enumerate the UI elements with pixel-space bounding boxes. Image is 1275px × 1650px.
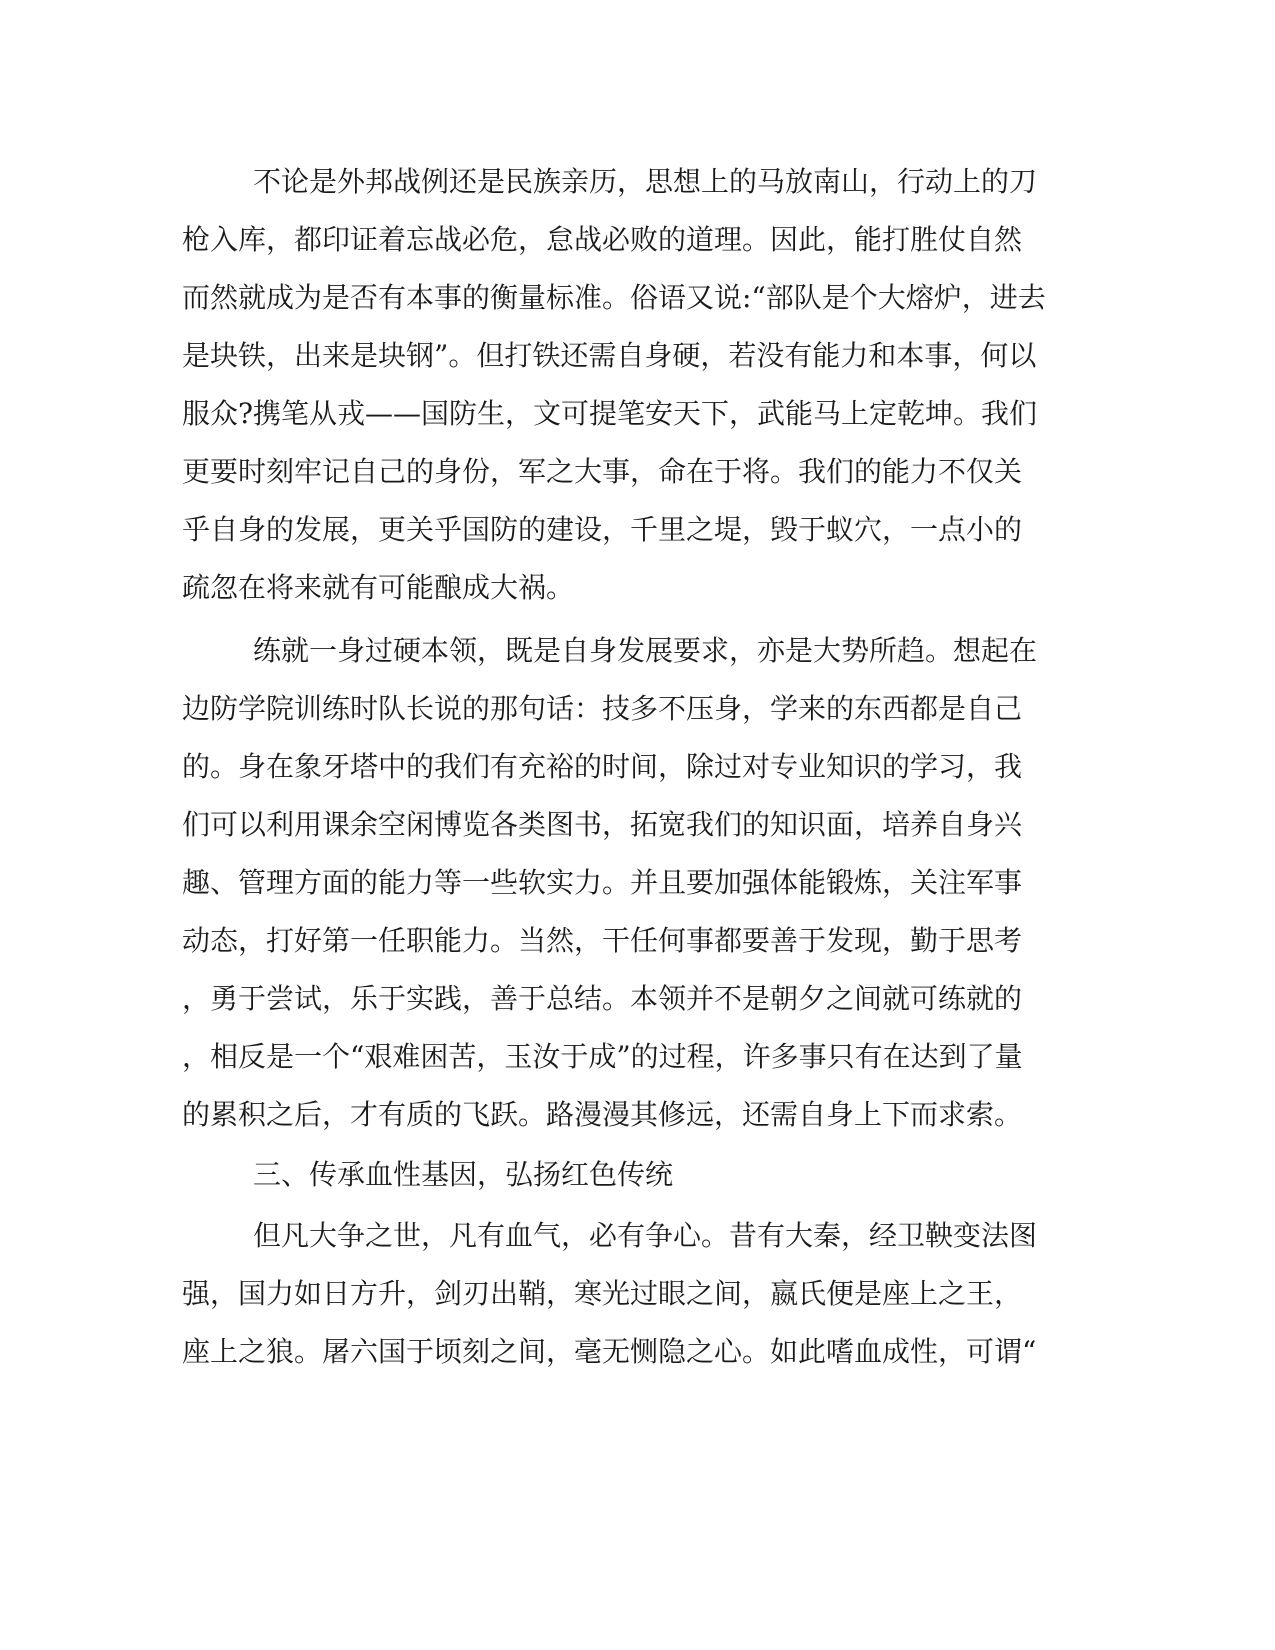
paragraph-1-line-7: 乎自身的发展，更关乎国防的建设，千里之堤，毁于蚁穴，一点小的 — [182, 513, 1023, 546]
paragraph-1-line-4: 是块铁，出来是块钢”。但打铁还需自身硬，若没有能力和本事，何以 — [182, 339, 1037, 372]
paragraph-1-line-2: 枪入库，都印证着忘战必危，怠战必败的道理。因此，能打胜仗自然 — [182, 223, 1023, 256]
paragraph-3-line-1: 但凡大争之世，凡有血气，必有争心。昔有大秦，经卫鞅变法图 — [253, 1219, 1038, 1252]
paragraph-2-line-9: 的累积之后，才有质的飞跃。路漫漫其修远，还需自身上下而求索。 — [182, 1098, 1023, 1131]
paragraph-3-line-2: 强，国力如日方升，剑刃出鞘，寒光过眼之间，嬴氏便是座上之王， — [182, 1277, 1023, 1310]
section-heading: 三、传承血性基因，弘扬红色传统 — [253, 1158, 674, 1191]
paragraph-2-line-3: 的。身在象牙塔中的我们有充裕的时间，除过对专业知识的学习，我 — [182, 750, 1023, 783]
paragraph-2-line-4: 们可以利用课余空闲博览各类图书，拓宽我们的知识面，培养自身兴 — [182, 808, 1023, 841]
paragraph-2-line-2: 边防学院训练时队长说的那句话：技多不压身，学来的东西都是自己 — [182, 692, 1023, 725]
paragraph-2-line-7: ，勇于尝试，乐于实践，善于总结。本领并不是朝夕之间就可练就的 — [182, 982, 1023, 1015]
paragraph-1-line-6: 更要时刻牢记自己的身份，军之大事，命在于将。我们的能力不仅关 — [182, 455, 1023, 488]
paragraph-1-line-5: 服众?携笔从戎——国防生，文可提笔安天下，武能马上定乾坤。我们 — [182, 397, 1038, 430]
paragraph-1-line-8: 疏忽在将来就有可能酿成大祸。 — [182, 571, 575, 604]
paragraph-2-line-1: 练就一身过硬本领，既是自身发展要求，亦是大势所趋。想起在 — [253, 634, 1038, 667]
paragraph-1-line-3: 而然就成为是否有本事的衡量标准。俗语又说:“部队是个大熔炉，进去 — [182, 281, 1046, 314]
paragraph-1-line-1: 不论是外邦战例还是民族亲历，思想上的马放南山，行动上的刀 — [253, 165, 1038, 198]
paragraph-3-line-3: 座上之狼。屠六国于顷刻之间，毫无恻隐之心。如此嗜血成性，可谓“ — [182, 1335, 1037, 1368]
paragraph-2-line-5: 趣、管理方面的能力等一些软实力。并且要加强体能锻炼，关注军事 — [182, 866, 1023, 899]
paragraph-2-line-8: ，相反是一个“艰难困苦，玉汝于成”的过程，许多事只有在达到了量 — [182, 1040, 1023, 1073]
paragraph-2-line-6: 动态，打好第一任职能力。当然，干任何事都要善于发现，勤于思考 — [182, 924, 1023, 957]
